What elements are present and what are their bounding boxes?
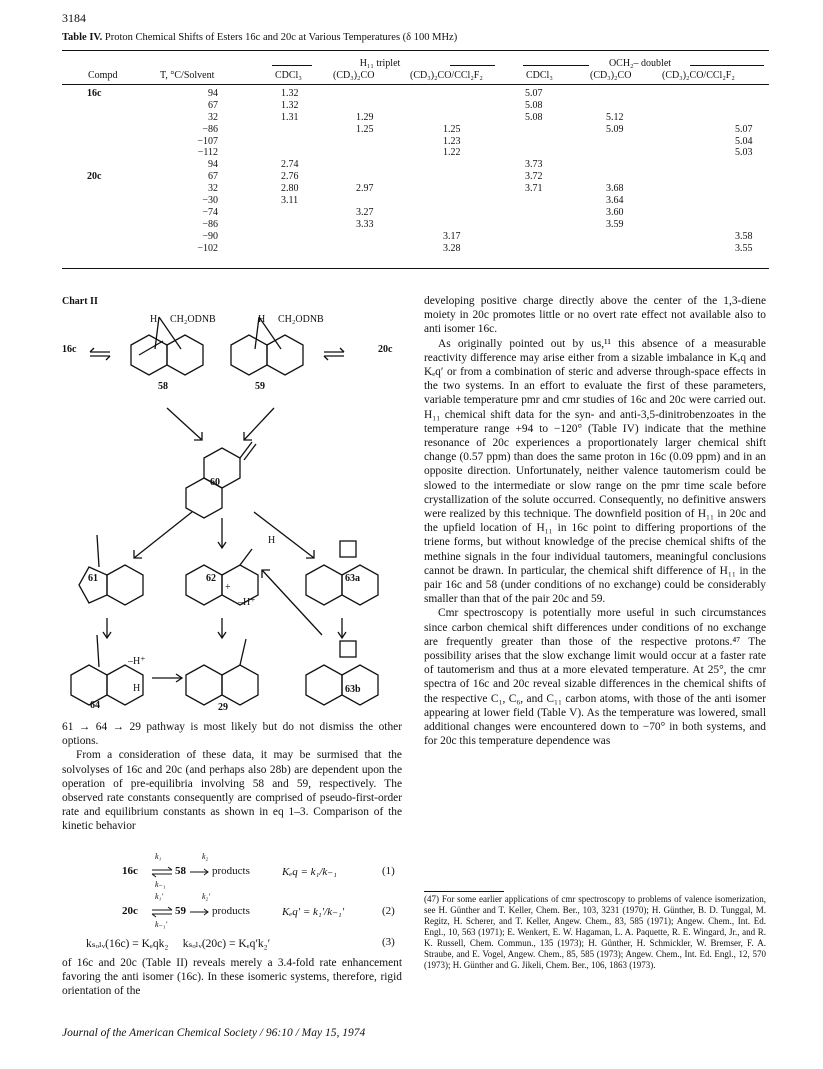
label-minus-h-62: –H⁺ — [238, 597, 256, 608]
group-h11-line-left — [272, 65, 312, 66]
table-cell — [281, 124, 321, 136]
group-h11-line-right — [450, 65, 495, 66]
table-cell: 3.17 — [443, 230, 461, 242]
label-62: 62 — [206, 573, 216, 584]
eq2-mid: 59 — [175, 905, 186, 917]
table-cell — [525, 195, 565, 207]
table-cell: 3.27 — [356, 206, 374, 218]
footnote-rule — [424, 891, 504, 892]
table-cell — [281, 136, 321, 148]
table-cell: −86 — [202, 123, 218, 135]
table-cell: 32 — [208, 183, 218, 195]
label-58: 58 — [158, 381, 168, 392]
table-cell: 3.59 — [606, 218, 624, 230]
label-61: 61 — [88, 573, 98, 584]
journal-footer: Journal of the American Chemical Society / 96:10 / May 15, 1974 — [62, 1027, 366, 1039]
structure-63a — [306, 541, 378, 605]
table-cell — [606, 136, 646, 148]
table-cell — [525, 124, 565, 136]
table-cell — [525, 147, 565, 159]
label-ch2odnb-58: CH₂ODNB — [170, 314, 216, 325]
table-cell: 1.25 — [356, 123, 374, 135]
table-cell — [443, 171, 483, 183]
table-cell — [356, 231, 396, 243]
table-cell — [281, 243, 321, 255]
table-bottom-rule — [62, 268, 769, 269]
eq2-arrows — [150, 906, 210, 920]
compd-16c: 16c — [87, 88, 102, 99]
table-cell: 1.23 — [443, 135, 461, 147]
table-cell: 3.28 — [443, 242, 461, 254]
column-h-cdcl3 — [281, 88, 321, 254]
table-cell: 1.32 — [281, 88, 299, 99]
label-60: 60 — [210, 477, 220, 488]
column-h-mix — [443, 88, 483, 254]
paragraph: As originally pointed out by us,¹¹ this absence of a measurable reactivity difference may arise either from a sizable imbalance in Kₑq and Kₑq′ or from a combination of steric and adverse through-space effects in the two systems. In an effort to evaluate the first of these parameters, variable temperature pmr and cmr studies of 16c and 20c were carried out. H₁₁ chemical shift data for the syn- and anti-3,5-dinitrobenzoates in the temperature range +94 to −120° (Table IV) indicate that the methine resonance of 20c experiences a proportionately larger chemical shift change (0.57 ppm) than does the same proton in 16c (0.09 ppm) and in an opposite direction. Unfortunately, neither valence tautomerism could be slowed to the intermediate or slow range on the pmr time scale before crystallization of the solute occurred. Consequently, no definitive answers were realized by this technique. The downfield position of H₁₁ in 20c and the upfield location of H₁₁ in 16c point to differing proportions of the triene forms, but without knowledge of the precise chemical shifts of the methine signals in the four individual tautomers, meaningful conclusions cannot be drawn. In particular, the chemical shift difference of H₁₁ in the pair 16c and 58 (under conditions of no exchange) could be considerably smaller than that of the pair 20c and 59. — [424, 337, 766, 606]
reaction-scheme — [62, 300, 402, 720]
table-cell: −107 — [197, 135, 218, 147]
table-cell: −102 — [197, 242, 218, 254]
label-h-62: H — [268, 535, 276, 546]
table-cell — [443, 159, 483, 171]
table-cell: 3.33 — [356, 218, 374, 230]
table-cell — [525, 219, 565, 231]
table-top-rule — [62, 50, 769, 51]
label-59: 59 — [255, 381, 265, 392]
table-cell: 2.76 — [281, 171, 299, 183]
table-cell — [735, 159, 775, 171]
table-caption — [62, 32, 457, 43]
label-h-58: H — [150, 314, 158, 325]
table-cell — [356, 88, 396, 100]
table-cell: 2.74 — [281, 159, 299, 171]
table-cell: 32 — [208, 111, 218, 123]
label-h-64: H — [133, 683, 141, 694]
table-cell — [735, 219, 775, 231]
table-cell — [735, 171, 775, 183]
eq2-km1: k₋₁′ — [155, 920, 168, 929]
table-cell: 3.68 — [606, 183, 624, 195]
table-cell: 3.72 — [525, 171, 543, 183]
table-cell: 5.07 — [525, 88, 543, 99]
table-cell: 5.08 — [525, 99, 543, 111]
column-o-mix — [735, 88, 775, 254]
paragraph: Cmr spectroscopy is potentially more useful in such circumstances since carbon chemical shift differences under conditions of no exchange are frequently greater than those of the respective protons.⁴⁷ The possibility arises that the slow exchange limit would occur at a faster rate of tautomerism and thus at a more elevated temperature. At 25°, the cmr spectra of 16c and 20c reveal sizable differences in the chemical shifts of the respective C₁, C₆, and C₁₁ carbon atoms, with those of the anti isomer appearing at lower field (Table V). As the temperature was lowered, small additional changes were encountered down to −70° in both systems, and for 20c this temperature dependence was — [424, 607, 766, 748]
eq2-products: products — [212, 905, 250, 917]
table-caption-text: Proton Chemical Shifts of Esters 16c and 20c at Various Temperatures (δ 100 MHz) — [104, 32, 458, 43]
table-cell: 3.60 — [606, 206, 624, 218]
table-cell: 3.73 — [525, 159, 543, 171]
eq2-k2: k₂′ — [202, 892, 211, 901]
table-cell: 5.07 — [735, 123, 753, 135]
table-cell: 3.58 — [735, 230, 753, 242]
table-cell — [281, 231, 321, 243]
table-cell: 5.03 — [735, 147, 753, 159]
header-o-mix: (CD₃)₂CO/CCl₂F₂ — [662, 70, 735, 81]
table-cell: 67 — [208, 99, 218, 111]
table-cell: 5.09 — [606, 123, 624, 135]
table-cell — [735, 88, 775, 100]
table-cell — [356, 195, 396, 207]
eq1-keq: Kₑq = k₁/k₋₁ — [282, 866, 337, 878]
table-cell — [525, 231, 565, 243]
table-cell — [606, 88, 646, 100]
label-minus-h-64: –H⁺ — [128, 656, 146, 667]
header-compd: Compd — [88, 70, 118, 81]
table-cell — [525, 136, 565, 148]
table-cell: 94 — [208, 88, 218, 99]
table-cell: 94 — [208, 159, 218, 171]
table-cell — [735, 207, 775, 219]
table-cell — [735, 183, 775, 195]
table-label: Table IV. — [62, 32, 103, 43]
header-h-acetone: (CD₃)₂CO — [333, 70, 375, 81]
table-cell: −90 — [202, 230, 218, 242]
table-cell — [443, 207, 483, 219]
eq2-k1: k₁′ — [155, 892, 164, 901]
table-cell — [525, 243, 565, 255]
table-cell — [606, 231, 646, 243]
eq1-products: products — [212, 865, 250, 877]
compd-20c: 20c — [87, 171, 102, 182]
structure-29 — [186, 639, 258, 705]
table-cell: 5.12 — [606, 111, 624, 123]
structure-64 — [71, 635, 143, 705]
table-cell: 1.31 — [281, 111, 299, 123]
table-cell — [443, 100, 483, 112]
page-number: 3184 — [62, 11, 86, 25]
table-cell: 2.80 — [281, 183, 299, 195]
table-cell — [606, 147, 646, 159]
header-temp: T, °C/Solvent — [160, 70, 215, 81]
structure-60 — [186, 442, 256, 518]
table-header-rule — [62, 84, 769, 85]
left-paragraph-2: of 16c and 20c (Table II) reveals merely a 3.4-fold rate enhancement favoring the anti isomer (16c). In these isomeric systems, therefore, rigid orientation of the — [62, 957, 402, 998]
header-o-cdcl3: CDCl₃ — [526, 70, 553, 81]
label-29: 29 — [218, 702, 228, 713]
eq3: kₛₒₗᵥ(16c) = Kₑqk₂ kₛₒₗᵥ(20c) = Kₑq′k₂′ — [86, 938, 271, 950]
table-cell — [281, 207, 321, 219]
table-cell — [606, 100, 646, 112]
table-cell: 2.97 — [356, 183, 374, 195]
table-cell: 3.71 — [525, 183, 543, 195]
table-cell — [356, 159, 396, 171]
table-cell: −112 — [197, 147, 218, 159]
table-cell: 67 — [208, 171, 218, 183]
table-cell — [443, 112, 483, 124]
left-column — [62, 720, 402, 834]
table-cell — [525, 207, 565, 219]
table-cell — [443, 195, 483, 207]
label-plus: + — [225, 582, 231, 593]
eq1-k2: k₂ — [202, 852, 209, 861]
column-h-acetone — [356, 88, 396, 254]
table-cell: 3.64 — [606, 195, 624, 207]
eq1-lhs: 16c — [122, 865, 138, 877]
header-o-acetone: (CD₃)₂CO — [590, 70, 632, 81]
table-cell — [606, 171, 646, 183]
column-o-acetone — [606, 88, 646, 254]
table-cell — [281, 219, 321, 231]
table-cell: 1.25 — [443, 123, 461, 135]
right-column — [424, 294, 766, 749]
chart-title: Chart II — [62, 296, 98, 307]
eq2-number: (2) — [382, 905, 395, 917]
label-h-59: H — [258, 314, 266, 325]
table-cell: −74 — [202, 206, 218, 218]
group-och2: OCH₂– doublet — [608, 58, 672, 69]
eq2-keq: Kₑq′ = k₁′/k₋₁′ — [282, 906, 345, 918]
group-och2-line-right — [690, 65, 764, 66]
footnote-47: (47) For some earlier applications of cmr spectroscopy to problems of valence isomerization, see H. Günther and T. Keller, Chem. Ber., 103, 3231 (1970); H. Günther, B. D. Tunggal, M. Regitz, H. Scherer, and T. Keller, Angew. Chem., 83, 585 (1971); Angew. Chem., Int. Ed. Engl., 10, 563 (1971); E. Wenkert, E. W. Hagaman, L. A. Paquette, R. E. Wingard, Jr., and R. K. Russell, Chem. Commun., 135 (1973); H. Günther, H. Schmickler, W. Bremser, F. A. Straube, and E. Vogel, Angew. Chem., 85, 585 (1973); Angew. Chem., Int. Ed. Engl., 12, 570 (1973); H. Günther and G. Jikeli, Chem. Ber., 106, 1863 (1973). — [424, 894, 766, 970]
chart-caption-text: 61 → 64 → 29 pathway is most likely but do not dismiss the other options. — [62, 721, 402, 748]
column-temp — [180, 88, 218, 254]
table-cell — [606, 243, 646, 255]
table-cell — [356, 243, 396, 255]
table-cell — [356, 100, 396, 112]
eq2-lhs: 20c — [122, 905, 138, 917]
table-cell — [735, 100, 775, 112]
table-cell: −86 — [202, 218, 218, 230]
table-cell: 3.55 — [735, 242, 753, 254]
table-cell: 1.32 — [281, 99, 299, 111]
header-h-cdcl3: CDCl₃ — [275, 70, 302, 81]
table-cell: 5.04 — [735, 135, 753, 147]
structure-63b — [306, 641, 378, 705]
eq3-number: (3) — [382, 936, 395, 948]
table-cell: 3.11 — [281, 195, 299, 207]
table-cell — [443, 219, 483, 231]
column-o-cdcl3 — [525, 88, 565, 254]
structure-61 — [79, 535, 143, 605]
paragraph: From a consideration of these data, it may be surmised that the solvolyses of 16c and 20c (and perhaps also 28b) are dependent upon the operation of pre-equilibria involving 58 and 59, respectively. The observed rate constants consequently are comprised of pseudo-first-order rate and equilibrium constants as shown in eq 1–3. Comparison of the kinetic behavior — [62, 749, 402, 833]
table-cell — [356, 171, 396, 183]
group-h11: H₁₁ triplet — [359, 58, 401, 69]
label-64: 64 — [90, 700, 100, 711]
table-cell: −30 — [202, 195, 218, 207]
paragraph: developing positive charge directly above the center of the 1,3-diene moiety in 20c promotes little or no overt rate effect not available also to anti isomer 16c. — [424, 295, 766, 336]
label-20c: 20c — [378, 344, 393, 355]
table-cell — [735, 195, 775, 207]
table-cell — [443, 88, 483, 100]
label-16c: 16c — [62, 344, 77, 355]
table-cell: 1.29 — [356, 111, 374, 123]
table-cell — [735, 112, 775, 124]
table-cell — [443, 183, 483, 195]
table-cell — [356, 136, 396, 148]
group-och2-line-left — [523, 65, 589, 66]
eq1-km1: k₋₁ — [155, 880, 166, 889]
label-63b: 63b — [345, 684, 361, 695]
label-63a: 63a — [345, 573, 360, 584]
eq1-arrows — [150, 866, 210, 880]
header-h-mix: (CD₃)₂CO/CCl₂F₂ — [410, 70, 483, 81]
table-cell — [281, 147, 321, 159]
table-cell: 5.08 — [525, 111, 543, 123]
eq1-k1: k₁ — [155, 852, 162, 861]
structure-59 — [231, 317, 303, 375]
table-cell: 1.22 — [443, 147, 461, 159]
label-ch2odnb-59: CH₂ODNB — [278, 314, 324, 325]
table-cell — [606, 159, 646, 171]
eq1-number: (1) — [382, 865, 395, 877]
structure-58 — [131, 317, 203, 375]
eq1-mid: 58 — [175, 865, 186, 877]
table-cell — [356, 147, 396, 159]
